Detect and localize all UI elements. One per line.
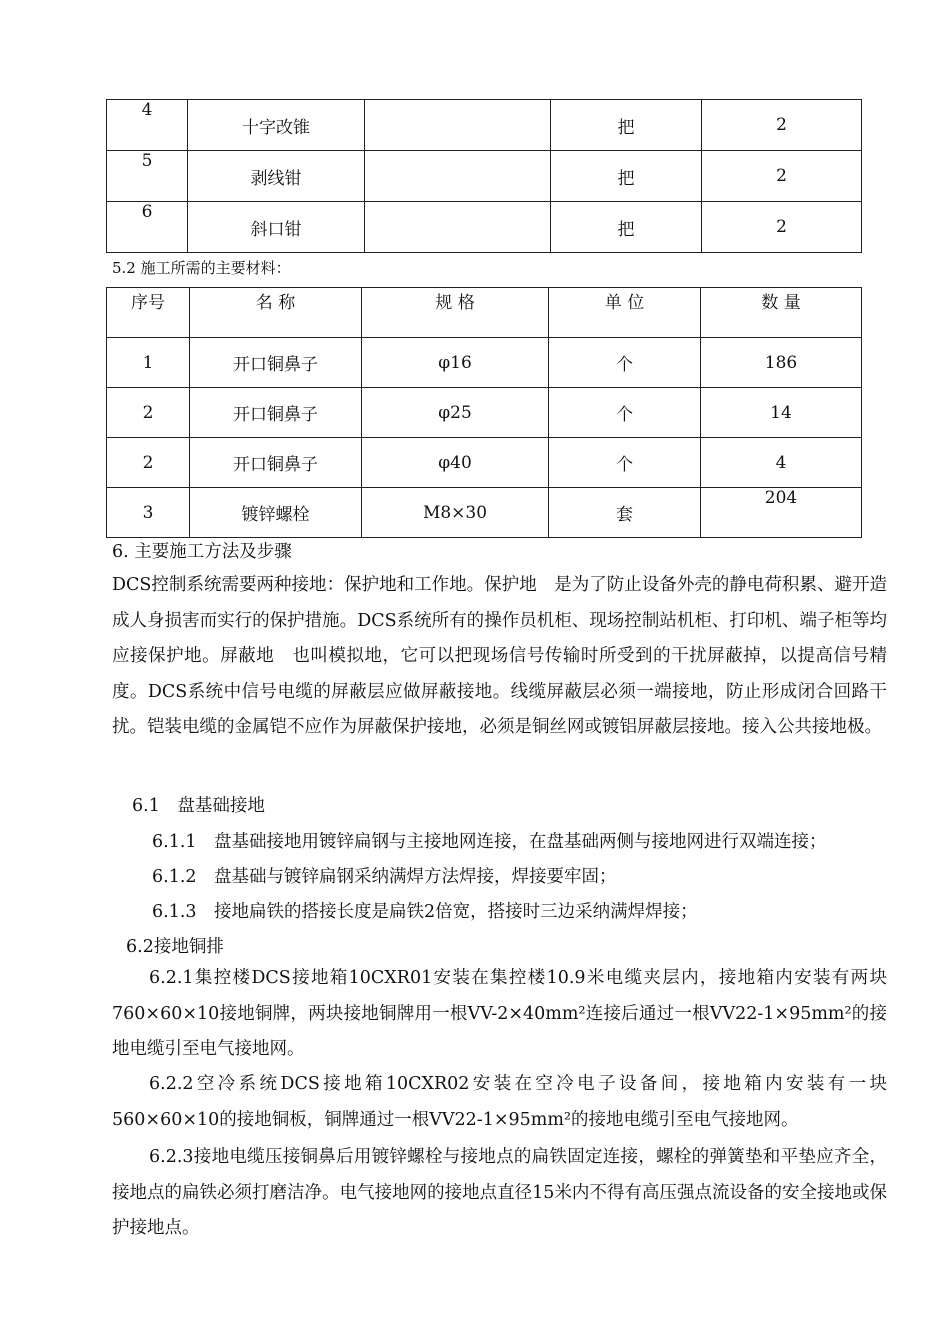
cell-qty: 2 <box>702 100 862 151</box>
item-6-1-3: 6.1.3 接地扁铁的搭接长度是扁铁2倍宽，搭接时三边采纳满焊焊接； <box>152 902 698 922</box>
cell-no: 1 <box>107 338 190 388</box>
table-row <box>107 151 862 202</box>
header-qty: 数 量 <box>701 288 862 338</box>
cell-qty: 14 <box>701 388 862 438</box>
cell-name: 开口铜鼻子 <box>190 438 362 488</box>
table-row <box>107 338 862 388</box>
cell-spec: φ40 <box>362 438 549 488</box>
cell-no: 6 <box>107 202 188 253</box>
cell-unit: 个 <box>549 388 701 438</box>
item-6-1-1: 6.1.1 盘基础接地用镀锌扁钢与主接地网连接，在盘基础两侧与接地网进行双端连接； <box>152 832 827 852</box>
cell-no: 2 <box>107 438 190 488</box>
cell-no: 3 <box>107 488 190 538</box>
cell-name: 斜口钳 <box>188 202 365 253</box>
cell-qty: 204 <box>701 488 862 538</box>
cell-no: 2 <box>107 388 190 438</box>
cell-name: 开口铜鼻子 <box>190 338 362 388</box>
cell-name: 十字改锥 <box>188 100 365 151</box>
cell-spec: φ25 <box>362 388 549 438</box>
table-row <box>107 438 862 488</box>
paragraph-6-2-2: 6.2.2空冷系统DCS接地箱10CXR02安装在空冷电子设备间，接地箱内安装有一块560×60×10的接地铜板，铜牌通过一根VV22-1×95mm²的接地电缆引至电气接地网。 <box>112 1074 887 1130</box>
materials-caption: 5.2 施工所需的主要材料： <box>112 259 291 277</box>
section-6-1-heading: 6.1 盘基础接地 <box>132 796 265 816</box>
cell-name: 剥线钳 <box>188 151 365 202</box>
cell-unit: 把 <box>551 202 702 253</box>
cell-name: 开口铜鼻子 <box>190 388 362 438</box>
paragraph-6-2-1: 6.2.1集控楼DCS接地箱10CXR01安装在集控楼10.9米电缆夹层内，接地箱内安装有两块760×60×10接地铜牌，两块接地铜牌用一根VV-2×40mm²连接后通过一根VV22-1×95mm²的接地电缆引至电气接地网。 <box>112 968 887 1059</box>
header-no: 序号 <box>107 288 190 338</box>
tools-table <box>106 99 862 253</box>
header-name: 名 称 <box>190 288 362 338</box>
paragraph-6-2-3: 6.2.3接地电缆压接铜鼻后用镀锌螺栓与接地点的扁铁固定连接，螺栓的弹簧垫和平垫应齐全，接地点的扁铁必须打磨洁净。电气接地网的接地点直径15米内不得有高压强点流设备的安全接地或保护接地点。 <box>112 1147 887 1238</box>
cell-unit: 个 <box>549 338 701 388</box>
section-6-2-heading: 6.2接地铜排 <box>126 937 224 957</box>
cell-qty: 186 <box>701 338 862 388</box>
cell-name: 镀锌螺栓 <box>190 488 362 538</box>
cell-spec <box>365 151 551 202</box>
cell-qty: 2 <box>702 202 862 253</box>
cell-unit: 把 <box>551 151 702 202</box>
table-row <box>107 488 862 538</box>
table-row <box>107 388 862 438</box>
cell-spec: M8×30 <box>362 488 549 538</box>
table-header-row <box>107 288 862 338</box>
cell-qty: 4 <box>701 438 862 488</box>
section-6-intro: DCS控制系统需要两种接地：保护地和工作地。保护地 是为了防止设备外壳的静电荷积累、避开造成人身损害而实行的保护措施。DCS系统所有的操作员机柜、现场控制站机柜、打印机、端子柜等均应接保护地。屏蔽地 也叫模拟地，它可以把现场信号传输时所受到的干扰屏蔽掉，以提高信号精度。DCS系统中信号电缆的屏蔽层应做屏蔽接地。线缆屏蔽层必须一端接地，防止形成闭合回路干扰。铠装电缆的金属铠不应作为屏蔽保护接地，必须是铜丝网或镀铝屏蔽层接地。接入公共接地极。 <box>112 575 887 737</box>
cell-unit: 把 <box>551 100 702 151</box>
cell-no: 5 <box>107 151 188 202</box>
materials-table <box>106 287 862 538</box>
cell-spec <box>365 202 551 253</box>
header-spec: 规 格 <box>362 288 549 338</box>
cell-unit: 套 <box>549 488 701 538</box>
cell-spec <box>365 100 551 151</box>
cell-qty: 2 <box>702 151 862 202</box>
section-6-heading: 6. 主要施工方法及步骤 <box>112 542 292 562</box>
table-row <box>107 202 862 253</box>
cell-no: 4 <box>107 100 188 151</box>
header-unit: 单 位 <box>549 288 701 338</box>
cell-spec: φ16 <box>362 338 549 388</box>
table-row <box>107 100 862 151</box>
cell-unit: 个 <box>549 438 701 488</box>
item-6-1-2: 6.1.2 盘基础与镀锌扁钢采纳满焊方法焊接，焊接要牢固； <box>152 867 617 887</box>
